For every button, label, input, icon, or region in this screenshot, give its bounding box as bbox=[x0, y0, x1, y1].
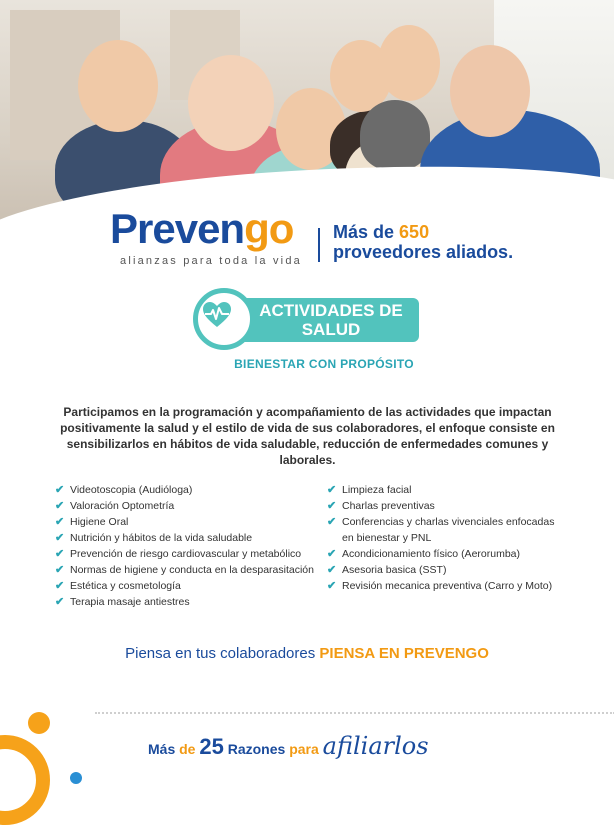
check-icon: ✔ bbox=[327, 548, 337, 560]
list-item: ✔ Estética y cosmetología bbox=[55, 580, 181, 592]
check-icon: ✔ bbox=[55, 484, 65, 496]
check-icon: ✔ bbox=[55, 596, 65, 608]
list-item: ✔ Charlas preventivas bbox=[327, 500, 435, 512]
check-icon: ✔ bbox=[327, 516, 337, 528]
grandma-face bbox=[188, 55, 274, 151]
check-icon: ✔ bbox=[55, 532, 65, 544]
orange-circle-decoration bbox=[28, 712, 50, 734]
dotted-divider bbox=[95, 712, 614, 714]
services-list-left bbox=[55, 482, 320, 610]
check-icon: ✔ bbox=[327, 484, 337, 496]
list-item: ✔ Nutrición y hábitos de la vida saludable bbox=[55, 532, 253, 544]
providers-claim: Más de 650 proveedores aliados. bbox=[333, 222, 514, 262]
badge-title: ACTIVIDADES DE SALUD bbox=[233, 298, 419, 342]
check-icon: ✔ bbox=[55, 580, 65, 592]
slogan: Piensa en tus colaboradores PIENSA EN PREVENGO bbox=[125, 645, 489, 662]
grandpa-face bbox=[450, 45, 530, 137]
list-item: ✔ Prevención de riesgo cardiovascular y metabólico bbox=[55, 548, 302, 560]
heart-pulse-icon bbox=[201, 299, 233, 331]
check-icon: ✔ bbox=[55, 500, 65, 512]
prevengo-logo: Prevengo alianzas para toda la vida bbox=[110, 205, 310, 267]
boy-face bbox=[78, 40, 158, 132]
person-father bbox=[360, 100, 430, 170]
orange-ring-decoration bbox=[0, 735, 50, 825]
services-list-right bbox=[327, 482, 567, 594]
check-icon: ✔ bbox=[327, 564, 337, 576]
check-icon: ✔ bbox=[55, 564, 65, 576]
divider bbox=[318, 228, 320, 262]
list-item: ✔ Terapia masaje antiestres bbox=[55, 596, 190, 608]
list-item: ✔ Valoración Optometría bbox=[55, 500, 175, 512]
activities-badge bbox=[193, 288, 419, 350]
intro-paragraph: Participamos en la programación y acompañamiento de las actividades que impactan positivamente la salud y el estilo de vida de sus colaboradores, el enfoque consiste en sensibilizarlos en hábitos de vida saludable, reducción de enfermedades comunes y laborales. bbox=[60, 405, 555, 467]
list-item: ✔ Conferencias y charlas vivenciales enfocadas en bienestar y PNL bbox=[327, 516, 555, 544]
tagline: alianzas para toda la vida bbox=[120, 255, 302, 267]
badge-subtitle: BIENESTAR CON PROPÓSITO bbox=[234, 357, 414, 371]
list-item: ✔ Higiene Oral bbox=[55, 516, 129, 528]
check-icon: ✔ bbox=[327, 580, 337, 592]
blue-circle-decoration bbox=[70, 772, 82, 784]
check-icon: ✔ bbox=[55, 516, 65, 528]
father-face bbox=[378, 25, 440, 101]
list-item: ✔ Asesoria basica (SST) bbox=[327, 564, 447, 576]
list-item: ✔ Revisión mecanica preventiva (Carro y Moto) bbox=[327, 580, 553, 592]
list-item: ✔ Limpieza facial bbox=[327, 484, 412, 496]
check-icon: ✔ bbox=[55, 548, 65, 560]
check-icon: ✔ bbox=[327, 500, 337, 512]
reasons-headline: Más de 25 Razones para afiliarlos bbox=[148, 732, 429, 760]
list-item: ✔ Acondicionamiento físico (Aerorumba) bbox=[327, 548, 520, 560]
list-item: ✔ Normas de higiene y conducta en la desparasitación bbox=[55, 564, 314, 576]
list-item: ✔ Videotoscopia (Audióloga) bbox=[55, 484, 193, 496]
